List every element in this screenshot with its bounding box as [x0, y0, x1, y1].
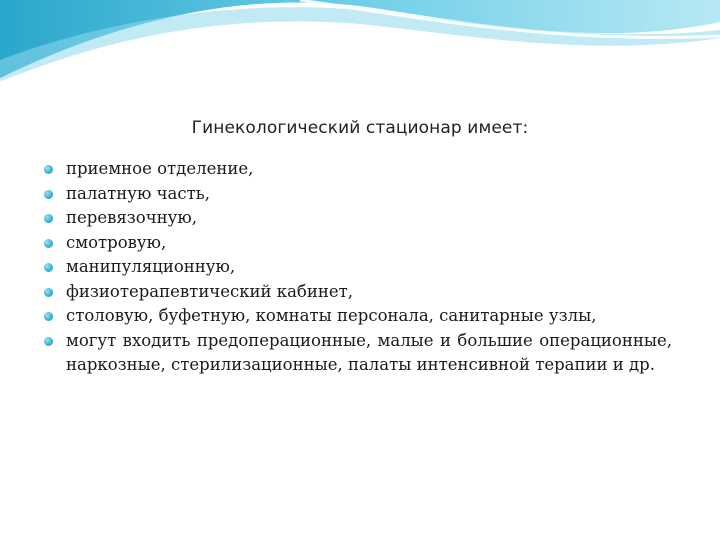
round-bullet-icon	[44, 312, 53, 321]
bullet-list	[44, 157, 672, 378]
list-item	[44, 329, 672, 378]
round-bullet-icon	[44, 239, 53, 248]
list-item	[44, 206, 672, 231]
round-bullet-icon	[44, 190, 53, 199]
round-bullet-icon	[44, 165, 53, 174]
list-item-text: могут входить предоперационные, малые и большие операционные, наркозные, стерилизационные, палаты интенсивной терапии и др.	[66, 330, 672, 374]
list-item-text: перевязочную,	[66, 208, 197, 227]
list-item-text: физиотерапевтический кабинет,	[66, 281, 353, 301]
round-bullet-icon	[44, 263, 53, 272]
list-item	[44, 231, 672, 256]
list-item-text: приемное отделение,	[66, 159, 254, 178]
list-item-text: манипуляционную,	[66, 257, 236, 276]
round-bullet-icon	[44, 214, 53, 223]
list-item-text: палатную часть,	[66, 183, 210, 203]
list-item	[44, 280, 672, 305]
list-item	[44, 157, 672, 182]
round-bullet-icon	[44, 337, 53, 346]
slide-title: Гинекологический стационар имеет:	[191, 118, 529, 138]
round-bullet-icon	[44, 288, 53, 297]
list-item	[44, 182, 672, 207]
header-wave-decoration	[0, 0, 720, 110]
list-item-text: смотровую,	[66, 232, 167, 252]
list-item	[44, 304, 672, 329]
list-item-text: столовую, буфетную, комнаты персонала, санитарные узлы,	[66, 306, 597, 325]
list-item	[44, 255, 672, 280]
